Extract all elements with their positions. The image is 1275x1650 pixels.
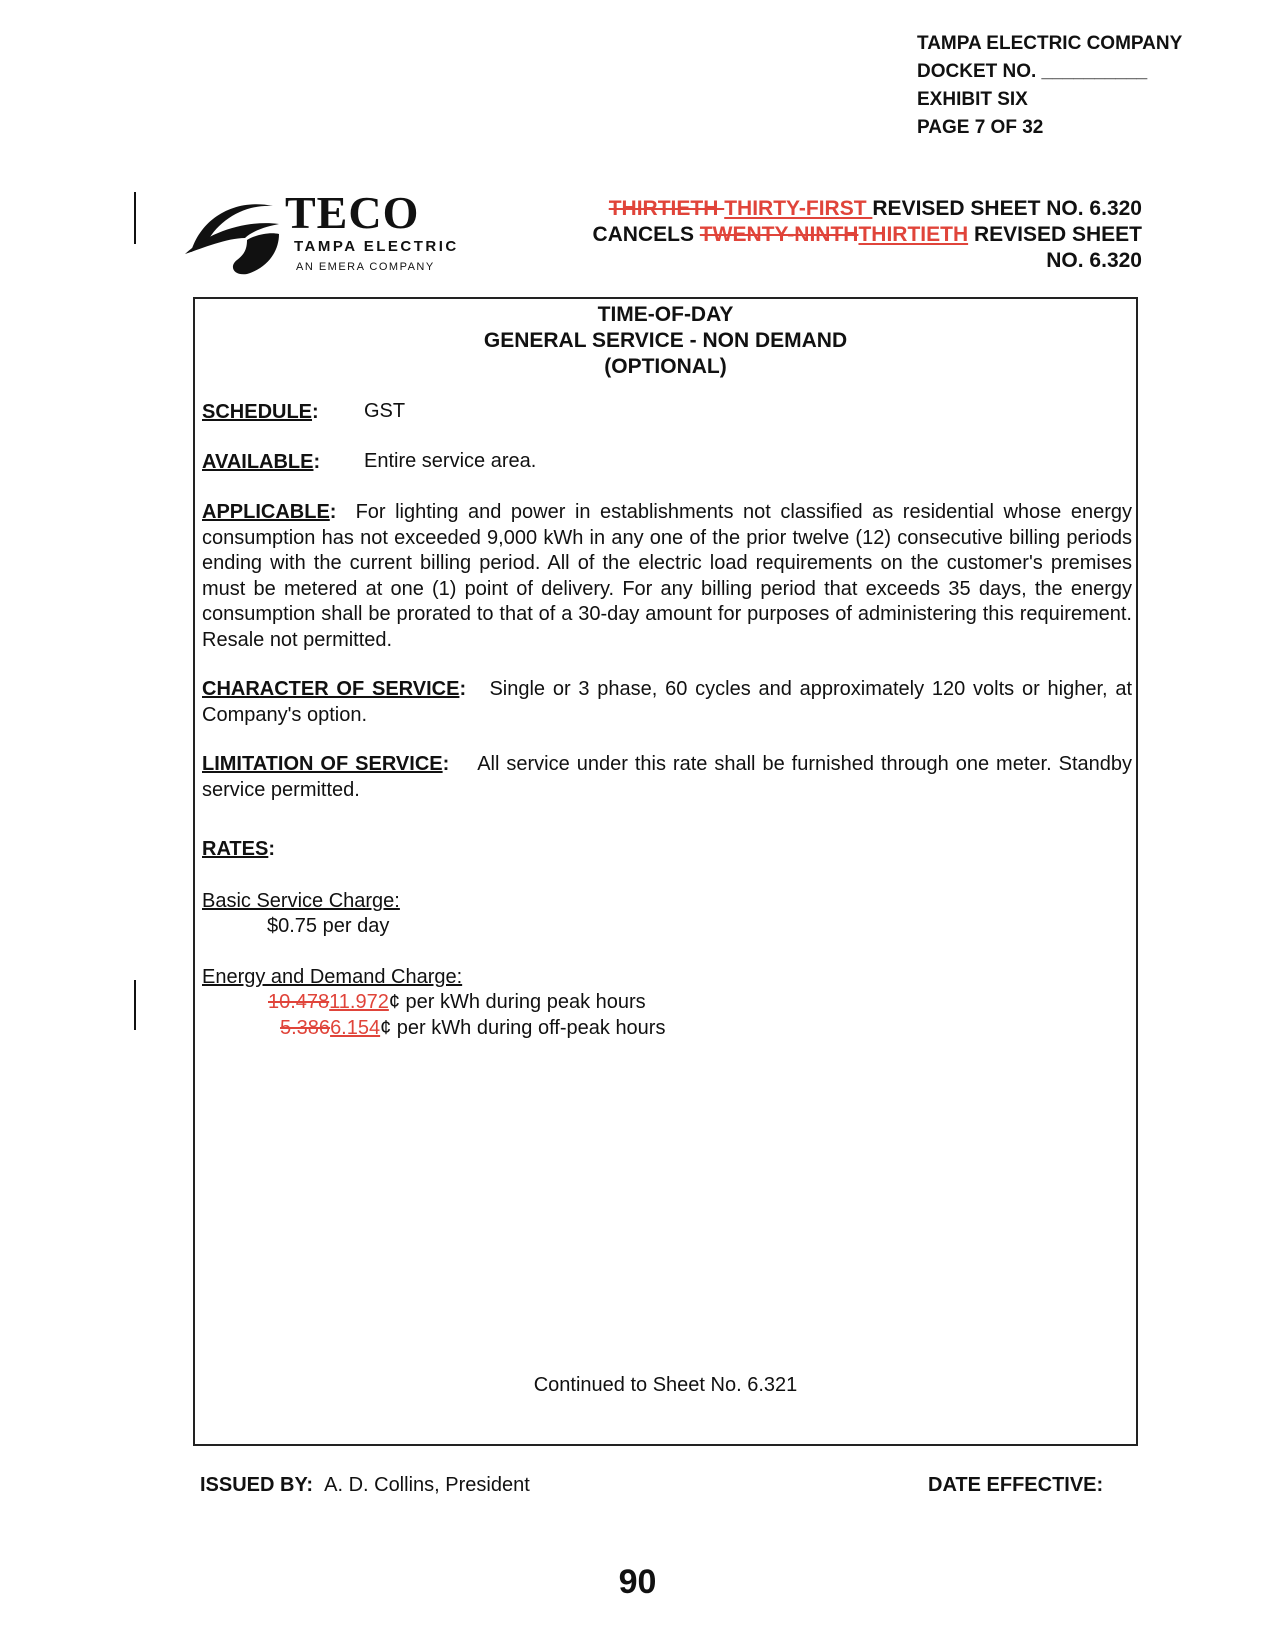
character-text: Single or 3 phase, 60 cycles and approximately 120 volts or higher, at Company's option. bbox=[202, 678, 1133, 726]
change-bar-rates bbox=[134, 980, 136, 1030]
page-number: 90 bbox=[618, 1563, 657, 1601]
peak-rate-line bbox=[268, 991, 646, 1014]
peak-rate-tail: ¢ per kWh during peak hours bbox=[388, 991, 646, 1013]
deleted-cancels: TWENTY-NINTH bbox=[699, 223, 859, 246]
cancels-line bbox=[592, 222, 1142, 248]
schedule-value: GST bbox=[364, 400, 406, 422]
title-line-2: GENERAL SERVICE - NON DEMAND bbox=[483, 329, 848, 352]
date-effective-label: DATE EFFECTIVE: bbox=[928, 1474, 1104, 1496]
title-line-1: TIME-OF-DAY bbox=[597, 303, 734, 326]
logo-tagline: AN EMERA COMPANY bbox=[296, 261, 435, 273]
peak-rate-inserted: 11.972 bbox=[329, 991, 389, 1013]
rates-label: RATES bbox=[202, 838, 269, 860]
available-section: AVAILABLE: bbox=[202, 451, 321, 473]
offpeak-rate-tail: ¢ per kWh during off-peak hours bbox=[380, 1017, 666, 1039]
cancels-label: CANCELS bbox=[592, 223, 700, 246]
schedule-section: SCHEDULE: bbox=[202, 401, 319, 423]
inserted-revision: THIRTY-FIRST bbox=[724, 197, 873, 220]
applicable-section: APPLICABLE: For lighting and power in establishments not classified as residential whose energy consumption has not exceeded 9,000 kWh in any one of the prior twelve (12) consecutive billing periods ending with the current billing period. All of the electric load requirements on the customer's premises must be metered at one (1) point of delivery. For any billing period that exceeds 35 days, the energy consumption shall be prorated to that of a 30-day amount for purposes of administering this requirement. Resale not permitted. bbox=[202, 501, 1132, 651]
character-section: CHARACTER OF SERVICE: Single or 3 phase, 60 cycles and approximately 120 volts or higher, at Company's option. bbox=[202, 678, 1133, 726]
cancels-tail: REVISED SHEET bbox=[968, 223, 1142, 246]
page-of-label: PAGE 7 OF 32 bbox=[917, 117, 1044, 138]
offpeak-rate-deleted: 5.386 bbox=[280, 1017, 331, 1039]
title-line-3: (OPTIONAL) bbox=[604, 355, 727, 378]
applicable-text: For lighting and power in establishments not classified as residential whose energy consumption has not exceeded 9,000 kWh in any one of the prior twelve (12) consecutive billing periods ending with the current billing period. All of the electric load requirements on the customer's premises must be metered at one (1) point of delivery. For any billing period that exceeds 35 days, the energy consumption shall be prorated to that of a 30-day amount for purposes of administering this requirement. Resale not permitted. bbox=[202, 501, 1132, 651]
available-label: AVAILABLE bbox=[202, 451, 314, 473]
logo-subtitle: TAMPA ELECTRIC bbox=[294, 238, 459, 255]
issued-by-label: ISSUED BY: bbox=[200, 1474, 313, 1496]
teco-logo-icon bbox=[183, 190, 283, 275]
sheet-no-line: NO. 6.320 bbox=[1046, 249, 1142, 272]
issued-by-value: A. D. Collins, President bbox=[324, 1474, 530, 1496]
limitation-label: LIMITATION OF SERVICE bbox=[202, 753, 443, 775]
basic-service-charge-value: $0.75 per day bbox=[267, 915, 390, 937]
limitation-section: LIMITATION OF SERVICE: All service under this rate shall be furnished through one meter. Standby service permitted. bbox=[202, 753, 1132, 801]
energy-demand-charge-label: Energy and Demand Charge: bbox=[202, 966, 463, 988]
inserted-cancels: THIRTIETH bbox=[858, 223, 969, 246]
logo-wordmark: TECO bbox=[285, 187, 420, 238]
limitation-text: All service under this rate shall be furnished through one meter. Standby service permitted. bbox=[202, 753, 1132, 801]
offpeak-rate-line bbox=[280, 1017, 665, 1040]
header-block bbox=[917, 30, 1182, 142]
applicable-label: APPLICABLE bbox=[202, 501, 330, 523]
issued-by bbox=[200, 1474, 530, 1497]
revised-sheet-label: REVISED SHEET NO. 6.320 bbox=[872, 197, 1142, 220]
deleted-revision: THIRTIETH bbox=[608, 197, 725, 220]
basic-service-charge-label: Basic Service Charge: bbox=[202, 890, 400, 912]
document-title bbox=[193, 302, 1138, 380]
schedule-label: SCHEDULE bbox=[202, 401, 313, 423]
company-name: TAMPA ELECTRIC COMPANY bbox=[917, 33, 1183, 54]
docket-number: DOCKET NO. __________ bbox=[917, 61, 1148, 82]
available-value: Entire service area. bbox=[364, 450, 537, 472]
continued-note: Continued to Sheet No. 6.321 bbox=[533, 1374, 798, 1396]
change-bar-top bbox=[134, 192, 136, 244]
character-label: CHARACTER OF SERVICE bbox=[202, 678, 460, 700]
rates-section: RATES: bbox=[202, 838, 275, 860]
exhibit-label: EXHIBIT SIX bbox=[917, 89, 1028, 110]
revised-sheet-line bbox=[592, 196, 1142, 222]
peak-rate-deleted: 10.478 bbox=[268, 991, 330, 1013]
sheet-number-block bbox=[592, 196, 1142, 274]
offpeak-rate-inserted: 6.154 bbox=[330, 1017, 381, 1039]
